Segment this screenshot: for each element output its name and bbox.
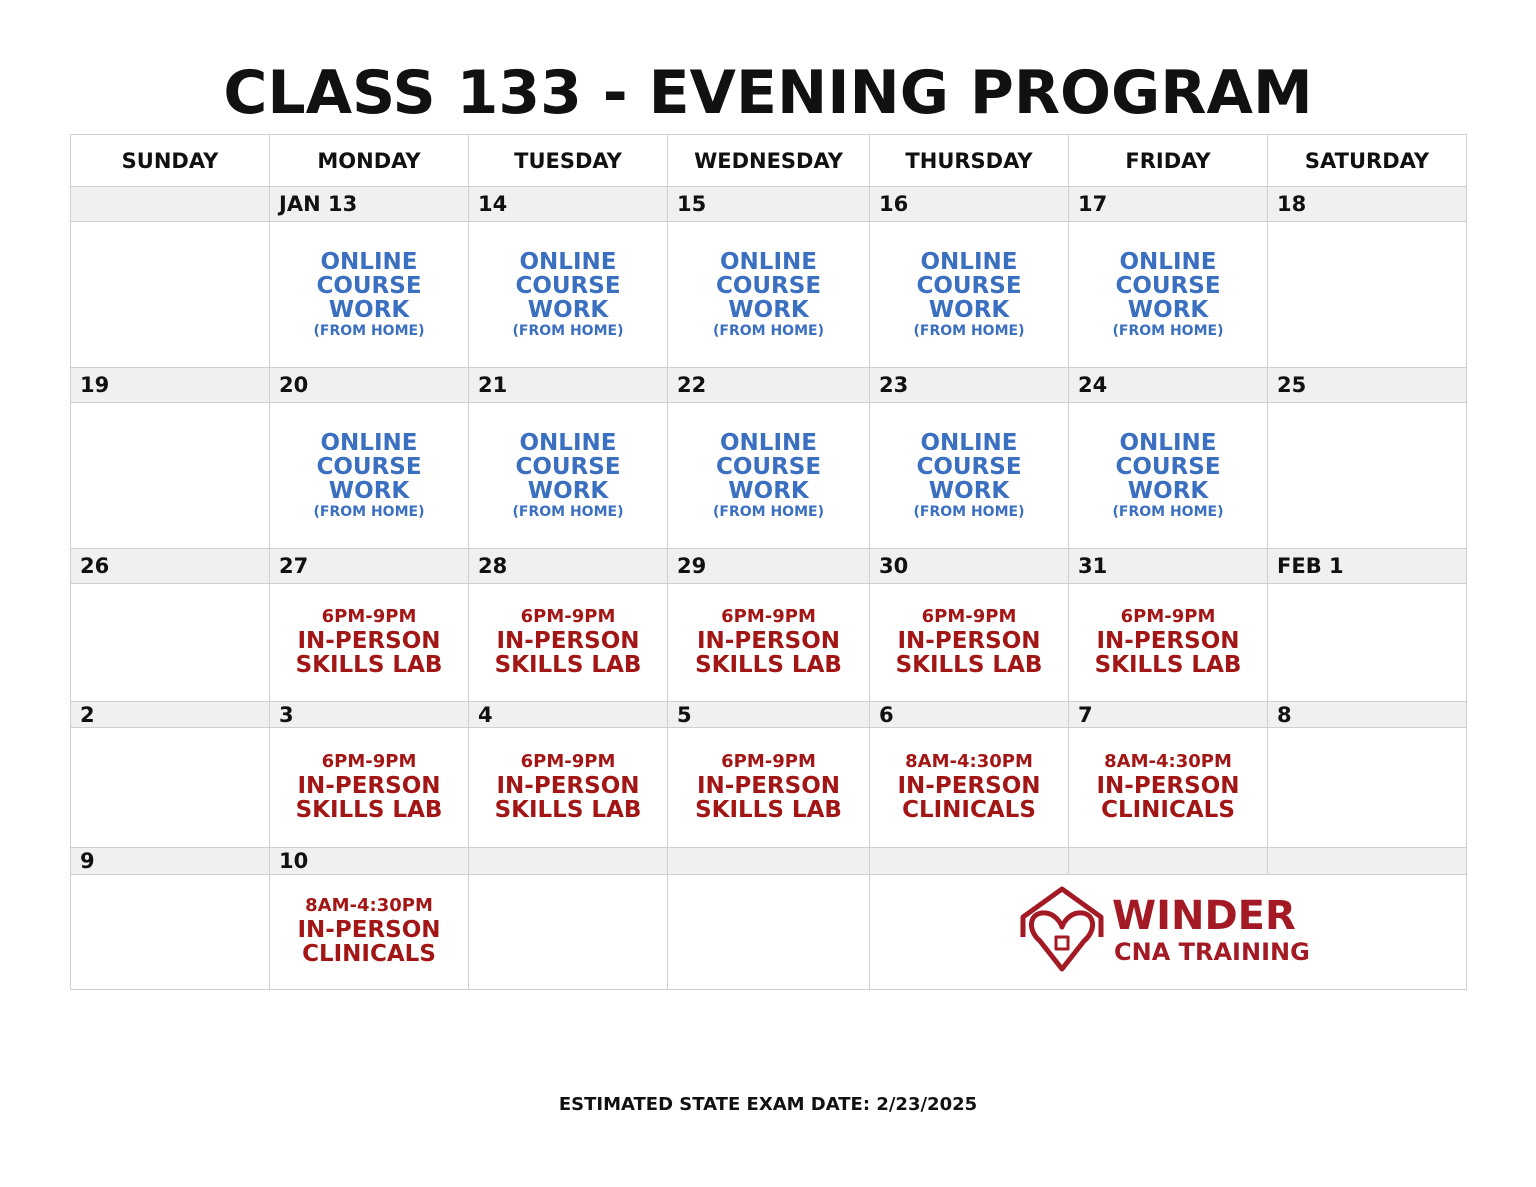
date-row [71,848,1467,875]
day-cell [71,875,270,990]
date-label: 4 [469,702,668,728]
online-event-text: WORK [1127,478,1209,505]
inperson-event-text: IN-PERSON [496,772,640,799]
date-label: 15 [668,187,870,222]
date-label: 10 [270,848,469,875]
day-cell [71,584,270,702]
event-time: 6PM-9PM [921,605,1017,627]
event-row [71,875,1467,990]
online-event-text: WORK [728,478,809,505]
from-home-note: (FROM HOME) [512,504,624,521]
online-event-text: ONLINE [320,429,418,456]
event-time: 6PM-9PM [721,750,816,772]
inperson-event-text: CLINICALS [1101,796,1235,823]
day-cell [668,222,870,368]
from-home-note: (FROM HOME) [1112,323,1224,340]
date-label: 16 [870,187,1069,222]
inperson-event-text: SKILLS LAB [295,796,443,823]
date-label: 23 [870,368,1069,403]
date-label: 18 [1268,187,1467,222]
date-label: FEB 1 [1268,549,1467,584]
inperson-event-text: IN-PERSON [897,627,1041,654]
online-event-text: ONLINE [519,248,617,275]
house-heart-icon [1023,889,1101,969]
inperson-event-text: IN-PERSON [1096,627,1240,654]
inperson-event-text: IN-PERSON [897,772,1041,799]
date-label: 3 [270,702,469,728]
day-cell [870,222,1069,368]
date-label [1268,848,1467,875]
page-title: CLASS 133 - EVENING PROGRAM [223,58,1313,128]
date-label [668,848,870,875]
day-cell [1268,584,1467,702]
day-header: WEDNESDAY [668,135,870,187]
day-cell [1268,222,1467,368]
exam-date-note: ESTIMATED STATE EXAM DATE: 2/23/2025 [558,1094,978,1115]
event-time: 6PM-9PM [1120,605,1216,627]
day-cell [870,403,1069,549]
day-cell [668,875,870,990]
day-cell [270,875,469,990]
day-cell [668,728,870,848]
inperson-event-text: IN-PERSON [496,627,640,654]
date-label: 29 [668,549,870,584]
inperson-event-text: IN-PERSON [297,917,441,944]
day-cell [469,403,668,549]
online-event-text: ONLINE [720,248,817,275]
day-cell [469,875,668,990]
day-cell [270,222,469,368]
inperson-event-text: SKILLS LAB [695,796,842,823]
online-event-text: COURSE [515,273,621,300]
day-cell [870,584,1069,702]
date-label: 14 [469,187,668,222]
from-home-note: (FROM HOME) [913,504,1025,521]
event-row [71,222,1467,368]
event-row [71,403,1467,549]
date-label: 26 [71,549,270,584]
day-header: THURSDAY [870,135,1069,187]
date-label: 25 [1268,368,1467,403]
from-home-note: (FROM HOME) [512,323,624,340]
inperson-event-text: SKILLS LAB [695,651,842,678]
event-row [71,728,1467,848]
day-cell [1069,403,1268,549]
day-header-row [71,135,1467,187]
day-cell [668,403,870,549]
online-event-text: COURSE [1115,273,1221,300]
from-home-note: (FROM HOME) [713,323,824,340]
inperson-event-text: SKILLS LAB [494,651,642,678]
date-label: JAN 13 [270,187,469,222]
date-row [71,187,1467,222]
inperson-event-text: IN-PERSON [1096,772,1240,799]
day-header: SATURDAY [1268,135,1467,187]
event-time: 6PM-9PM [520,750,616,772]
inperson-event-text: SKILLS LAB [295,651,443,678]
online-event-text: WORK [928,478,1010,505]
online-event-text: COURSE [715,273,822,300]
online-event-text: COURSE [916,454,1022,481]
winder-logo [1020,885,1320,980]
day-header: SUNDAY [71,135,270,187]
day-cell [71,222,270,368]
inperson-event-text: CLINICALS [902,796,1036,823]
day-cell [870,728,1069,848]
online-event-text: ONLINE [320,248,418,275]
day-cell [71,728,270,848]
day-cell [1069,584,1268,702]
online-event-text: WORK [328,478,410,505]
inperson-event-text: IN-PERSON [697,627,840,654]
online-event-text: WORK [728,297,809,324]
date-label: 7 [1069,702,1268,728]
logo-name: WINDER [1112,893,1296,939]
online-event-text: ONLINE [519,429,617,456]
inperson-event-text: IN-PERSON [297,772,441,799]
date-row [71,702,1467,728]
inperson-event-text: IN-PERSON [297,627,441,654]
online-event-text: ONLINE [920,429,1018,456]
online-event-text: COURSE [316,454,422,481]
from-home-note: (FROM HOME) [313,504,425,521]
logo-subtitle: CNA TRAINING [1114,938,1310,966]
event-row [71,584,1467,702]
date-label: 24 [1069,368,1268,403]
date-label: 28 [469,549,668,584]
date-label: 5 [668,702,870,728]
date-label: 21 [469,368,668,403]
online-event-text: COURSE [916,273,1022,300]
online-event-text: ONLINE [1119,429,1217,456]
inperson-event-text: CLINICALS [302,941,436,968]
event-time: 8AM-4:30PM [1104,750,1232,772]
day-cell [1268,403,1467,549]
day-cell [270,728,469,848]
online-event-text: COURSE [715,454,822,481]
from-home-note: (FROM HOME) [913,323,1025,340]
online-event-text: WORK [527,297,609,324]
date-label: 20 [270,368,469,403]
day-header: MONDAY [270,135,469,187]
online-event-text: WORK [1127,297,1209,324]
event-time: 6PM-9PM [321,605,417,627]
date-label [71,187,270,222]
from-home-note: (FROM HOME) [313,323,425,340]
online-event-text: WORK [527,478,609,505]
day-cell [71,403,270,549]
online-event-text: COURSE [515,454,621,481]
online-event-text: ONLINE [1119,248,1217,275]
date-label: 30 [870,549,1069,584]
online-event-text: WORK [328,297,410,324]
date-label: 8 [1268,702,1467,728]
day-header: FRIDAY [1069,135,1268,187]
day-cell [1268,728,1467,848]
date-label: 6 [870,702,1069,728]
date-label: 22 [668,368,870,403]
date-label: 19 [71,368,270,403]
date-label: 27 [270,549,469,584]
inperson-event-text: SKILLS LAB [494,796,642,823]
inperson-event-text: SKILLS LAB [895,651,1043,678]
date-row [71,549,1467,584]
online-event-text: COURSE [316,273,422,300]
day-header: TUESDAY [469,135,668,187]
online-event-text: ONLINE [720,429,817,456]
day-cell [270,584,469,702]
day-cell [668,584,870,702]
logo-cell [870,875,1467,990]
day-cell [469,728,668,848]
date-label [870,848,1069,875]
calendar-grid [70,134,1467,990]
date-label: 17 [1069,187,1268,222]
from-home-note: (FROM HOME) [1112,504,1224,521]
event-time: 6PM-9PM [721,605,816,627]
day-cell [1069,222,1268,368]
day-cell [270,403,469,549]
event-time: 6PM-9PM [321,750,417,772]
event-time: 6PM-9PM [520,605,616,627]
date-label [1069,848,1268,875]
date-label: 9 [71,848,270,875]
date-label [469,848,668,875]
online-event-text: COURSE [1115,454,1221,481]
inperson-event-text: SKILLS LAB [1094,651,1242,678]
online-event-text: WORK [928,297,1010,324]
date-row [71,368,1467,403]
day-cell [469,222,668,368]
event-time: 8AM-4:30PM [305,895,433,917]
online-event-text: ONLINE [920,248,1018,275]
inperson-event-text: IN-PERSON [697,772,840,799]
date-label: 2 [71,702,270,728]
day-cell [1069,728,1268,848]
date-label: 31 [1069,549,1268,584]
event-time: 8AM-4:30PM [905,750,1033,772]
from-home-note: (FROM HOME) [713,504,824,521]
day-cell [469,584,668,702]
